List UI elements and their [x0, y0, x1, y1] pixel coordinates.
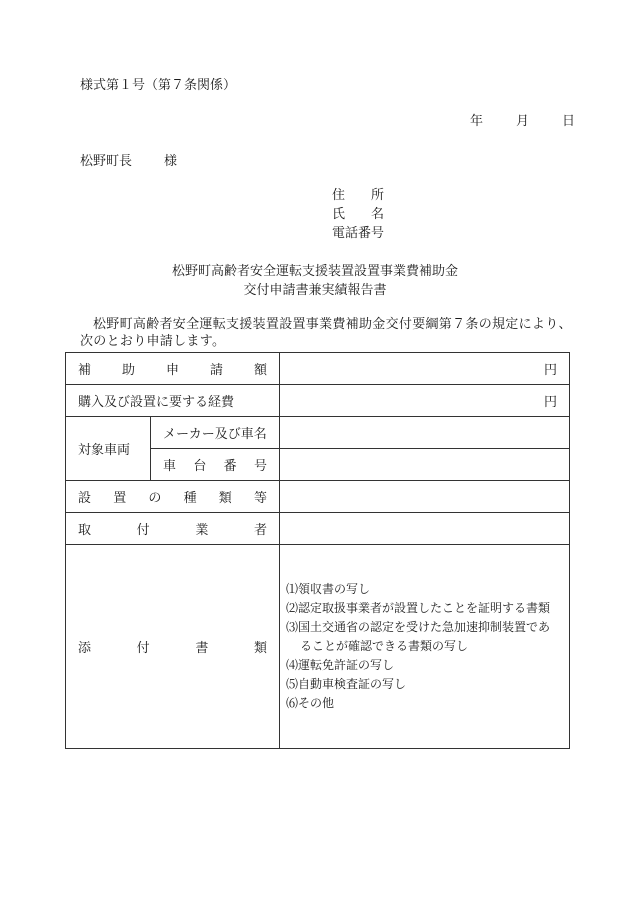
subsidy-unit: 円	[543, 363, 557, 378]
subsidy-label	[66, 353, 280, 385]
date-line	[470, 110, 575, 129]
installer-field[interactable]	[280, 513, 570, 545]
device-label-char: 設	[78, 491, 92, 506]
subsidy-label-char: 申	[165, 363, 179, 378]
chassis-field[interactable]	[280, 449, 570, 481]
vehicle-label: 対象車両	[66, 417, 151, 481]
maker-label: メーカー及び車名	[151, 417, 280, 449]
attachment-item: ⑵認定取扱事業者が設置したことを証明する書類	[286, 601, 551, 615]
chassis-label-char: 番	[223, 459, 237, 474]
installer-label-char: 取	[78, 523, 92, 538]
device-field[interactable]	[280, 481, 570, 513]
name-label: 氏 名	[332, 207, 385, 222]
maker-field[interactable]	[280, 417, 570, 449]
chassis-label-char: 台	[193, 459, 207, 474]
attachments-row	[66, 545, 570, 749]
subsidy-label-char: 助	[121, 363, 135, 378]
attachments-label-char: 付	[136, 641, 150, 656]
device-label-char: 置	[113, 491, 127, 506]
cost-unit: 円	[543, 395, 557, 410]
chassis-label	[151, 449, 280, 481]
attachment-item: ⑹その他	[286, 696, 335, 710]
addressee-name: 松野町長	[80, 154, 133, 169]
cost-amount-field[interactable]	[280, 385, 570, 417]
date-year-label: 年	[470, 114, 484, 129]
chassis-label-char: 車	[163, 459, 177, 474]
attachments-label-char: 類	[253, 641, 267, 656]
subsidy-label-char: 額	[253, 363, 267, 378]
device-label-char: 等	[253, 491, 267, 506]
device-row	[66, 481, 570, 513]
cost-label: 購入及び設置に要する経費	[66, 385, 280, 417]
subsidy-label-char: 補	[78, 363, 92, 378]
applicant-block	[332, 186, 384, 243]
attachment-item: ⑴領収書の写し	[286, 582, 371, 596]
title-line-2: 交付申請書兼実績報告書	[243, 283, 387, 298]
cost-row	[66, 385, 570, 417]
device-label-char: 類	[218, 491, 232, 506]
date-month-label: 月	[516, 114, 530, 129]
addressee-honorific: 様	[164, 154, 178, 169]
address-label: 住 所	[332, 188, 385, 203]
subsidy-label-char: 請	[209, 363, 223, 378]
subsidy-row	[66, 353, 570, 385]
chassis-label-char: 号	[253, 459, 267, 474]
device-label-char: の	[148, 491, 162, 506]
attachments-label-char: 書	[195, 641, 209, 656]
attachments-label	[66, 545, 280, 749]
title-line-1: 松野町高齢者安全運転支援装置設置事業費補助金	[171, 264, 458, 279]
body-text: 松野町高齢者安全運転支援装置設置事業費補助金交付要綱第７条の規定により、次のとおり申請します。	[80, 317, 572, 349]
attachment-item: ⑸自動車検査証の写し	[286, 677, 407, 691]
device-label	[66, 481, 280, 513]
phone-label: 電話番号	[332, 226, 385, 241]
attachment-item: ⑶国土交通省の認定を受けた急加速抑制装置であることが確認できる書類の写し	[286, 620, 551, 653]
attachment-item: ⑷運転免許証の写し	[286, 658, 395, 672]
maker-row	[66, 417, 570, 449]
subsidy-amount-field[interactable]	[280, 353, 570, 385]
installer-row	[66, 513, 570, 545]
addressee	[80, 150, 177, 169]
attachments-list	[286, 580, 553, 713]
form-number: 様式第１号（第７条関係）	[80, 78, 237, 93]
installer-label-char: 者	[253, 523, 267, 538]
installer-label-char: 業	[195, 523, 209, 538]
document-title	[0, 262, 630, 300]
attachments-cell	[280, 545, 570, 749]
installer-label	[66, 513, 280, 545]
installer-label-char: 付	[136, 523, 150, 538]
date-day-label: 日	[562, 114, 576, 129]
device-label-char: 種	[183, 491, 197, 506]
attachments-label-char: 添	[78, 641, 92, 656]
application-table	[65, 352, 570, 749]
